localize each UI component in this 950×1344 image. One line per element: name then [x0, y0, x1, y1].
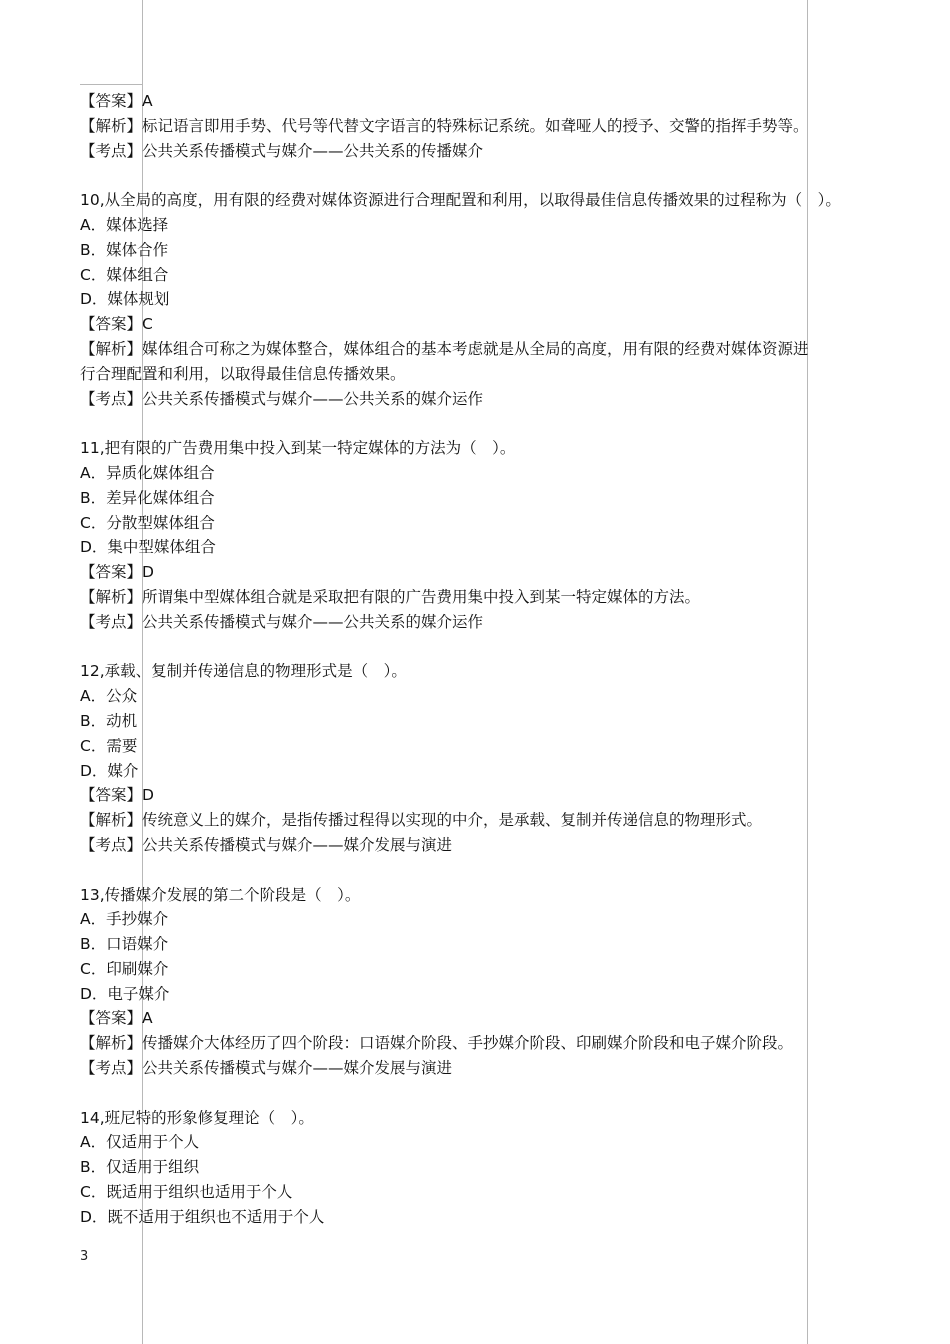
option-c: C．媒体组合: [80, 265, 169, 284]
analysis-line: 【解析】传播媒介大体经历了四个阶段：口语媒介阶段、手抄媒介阶段、印刷媒介阶段和电子媒介阶段。: [80, 1034, 794, 1053]
question-stem: 14,班尼特的形象修复理论（ ）。: [80, 1108, 314, 1127]
analysis-line: 【解析】标记语言即用手势、代号等代替文字语言的特殊标记系统。如聋哑人的授予、交警的指挥手势等。: [80, 116, 809, 135]
question-stem: 12,承载、复制并传递信息的物理形式是（ ）。: [80, 662, 407, 681]
option-c: C．需要: [80, 736, 138, 755]
question-14: [80, 1106, 880, 1230]
option-b: B．媒体合作: [80, 240, 169, 259]
answer-line: 【答案】D: [80, 563, 154, 582]
document-body: [80, 89, 880, 1230]
key-point-line: 【考点】公共关系传播模式与媒介——公共关系的传播媒介: [80, 141, 484, 160]
question-12: [80, 659, 880, 857]
option-d: D．电子媒介: [80, 984, 170, 1003]
option-c: C．既适用于组织也适用于个人: [80, 1183, 293, 1202]
key-point-line: 【考点】公共关系传播模式与媒介——媒介发展与演进: [80, 835, 453, 854]
question-stem: 13,传播媒介发展的第二个阶段是（ ）。: [80, 885, 361, 904]
question-13: [80, 883, 880, 1081]
answer-line: 【答案】C: [80, 315, 153, 334]
option-a: A．公众: [80, 687, 138, 706]
option-a: A．手抄媒介: [80, 910, 169, 929]
question-stem: 11,把有限的广告费用集中投入到某一特定媒体的方法为（ ）。: [80, 439, 516, 458]
answer-line: 【答案】A: [80, 92, 153, 110]
option-d: D．媒介: [80, 761, 139, 780]
analysis-line: 【解析】所谓集中型媒体组合就是采取把有限的广告费用集中投入到某一特定媒体的方法。: [80, 587, 701, 606]
analysis-line: 【解析】传统意义上的媒介，是指传播过程得以实现的中介，是承载、复制并传递信息的物理形式。: [80, 811, 763, 830]
option-d: D．媒体规划: [80, 290, 170, 309]
option-a: A．媒体选择: [80, 215, 169, 234]
question-10: [80, 188, 880, 411]
option-d: D．既不适用于组织也不适用于个人: [80, 1207, 325, 1226]
analysis-line-continued: 行合理配置和利用，以取得最佳信息传播效果。: [80, 364, 406, 383]
option-d: D．集中型媒体组合: [80, 538, 216, 557]
answer-line: 【答案】D: [80, 786, 154, 805]
page-number: 3: [80, 1249, 89, 1264]
option-c: C．印刷媒介: [80, 959, 169, 978]
option-b: B．仅适用于组织: [80, 1158, 200, 1177]
key-point-line: 【考点】公共关系传播模式与媒介——媒介发展与演进: [80, 1059, 453, 1078]
analysis-line: 【解析】媒体组合可称之为媒体整合，媒体组合的基本考虑就是从全局的高度，用有限的经费对媒体资源进: [80, 339, 809, 358]
option-a: A．仅适用于个人: [80, 1133, 200, 1152]
question-11: [80, 436, 880, 634]
option-c: C．分散型媒体组合: [80, 513, 215, 532]
corner-crop-mark: [80, 84, 142, 85]
option-a: A．异质化媒体组合: [80, 463, 215, 482]
answer-line: 【答案】A: [80, 1009, 153, 1028]
key-point-line: 【考点】公共关系传播模式与媒介——公共关系的媒介运作: [80, 612, 484, 631]
option-b: B．动机: [80, 711, 138, 730]
option-b: B．口语媒介: [80, 935, 169, 954]
question-stem: 10,从全局的高度，用有限的经费对媒体资源进行合理配置和利用，以取得最佳信息传播效果的过程称为（ ）。: [80, 191, 841, 210]
key-point-line: 【考点】公共关系传播模式与媒介——公共关系的媒介运作: [80, 389, 484, 408]
option-b: B．差异化媒体组合: [80, 488, 215, 507]
